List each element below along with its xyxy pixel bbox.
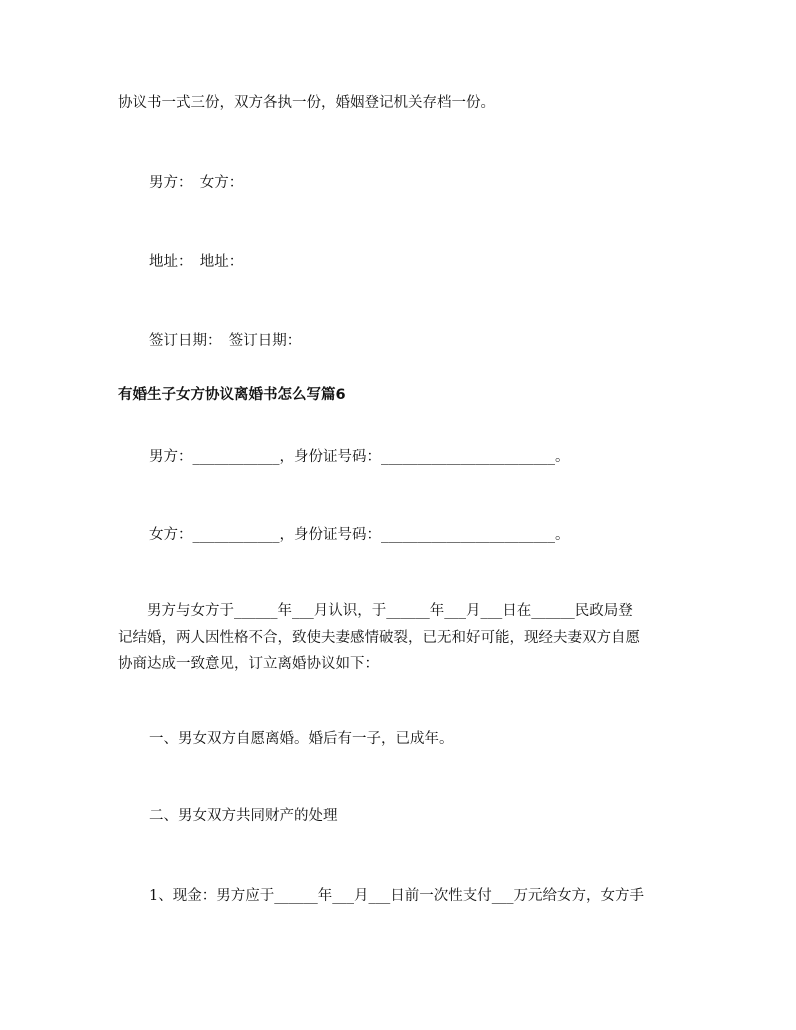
copies-statement: 协议书一式三份，双方各执一份，婚姻登记机关存档一份。 xyxy=(118,95,495,111)
intro-paragraph xyxy=(118,598,684,678)
woman-id-line: 女方：____________，身份证号码：________________________。 xyxy=(149,527,570,543)
signature-address: 地址： 地址： xyxy=(149,254,244,270)
intro-row: 协商达成一致意见，订立离婚协议如下： xyxy=(118,656,379,672)
section-heading: 有婚生子女方协议离婚书怎么写篇6 xyxy=(118,387,346,403)
intro-row: 男方与女方于______年___月认识，于______年___月___日在______民政局登 xyxy=(118,603,633,619)
man-id-line: 男方：____________，身份证号码：________________________。 xyxy=(149,449,570,465)
clause-1: 一、男女双方自愿离婚。婚后有一子，已成年。 xyxy=(149,731,454,747)
signature-parties: 男方： 女方： xyxy=(149,175,244,191)
signature-date: 签订日期： 签订日期： xyxy=(149,333,302,349)
intro-row: 记结婚，两人因性格不合，致使夫妻感情破裂，已无和好可能，现经夫妻双方自愿 xyxy=(118,629,640,646)
clause-2: 二、男女双方共同财产的处理 xyxy=(149,808,338,824)
clause-2-item-1: 1、现金：男方应于______年___月___日前一次性支付___万元给女方，女方手 xyxy=(149,888,644,904)
